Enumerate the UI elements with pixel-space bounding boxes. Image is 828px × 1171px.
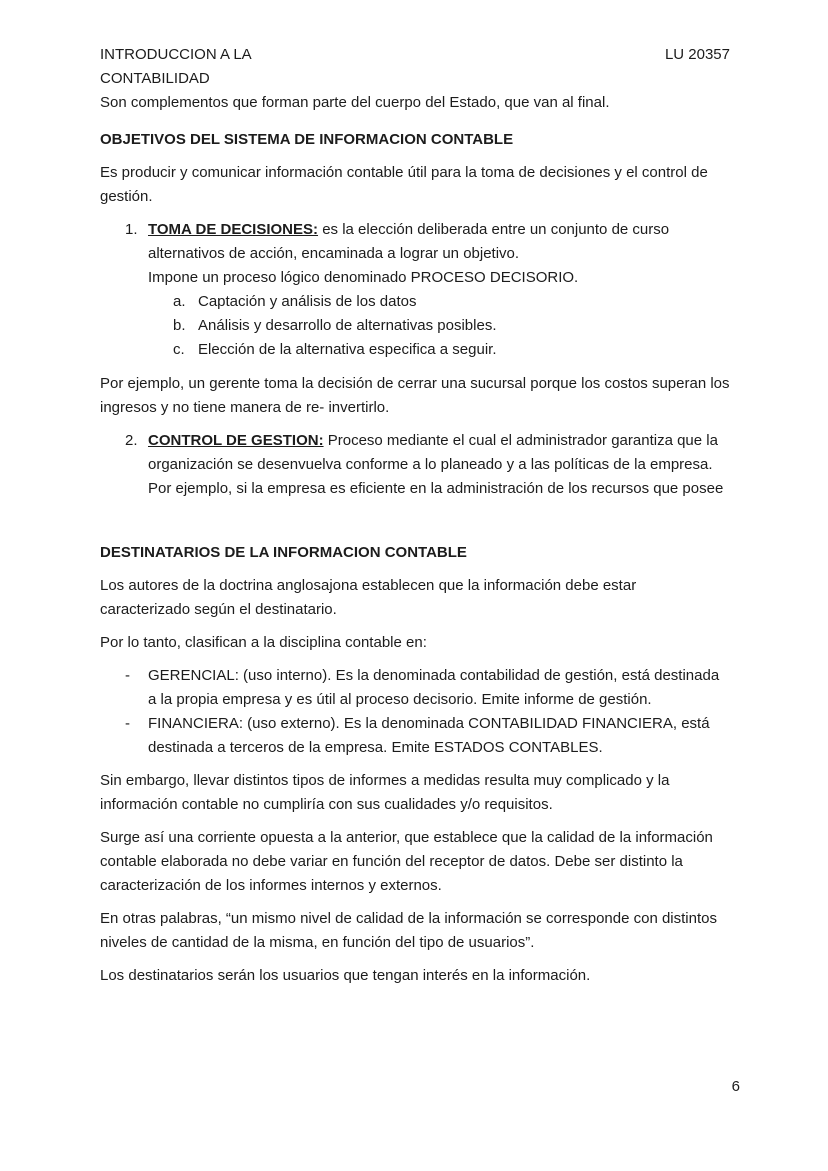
destinatarios-paragraph-3: Sin embargo, llevar distintos tipos de informes a medidas resulta muy complicado y la información contable no cumpliría con sus cualidades y/o requisitos. [100, 772, 670, 813]
dash-list-item-gerencial [125, 664, 730, 712]
section-heading-objetivos: OBJETIVOS DEL SISTEMA DE INFORMACION CONTABLE [100, 131, 514, 148]
list-item-number: 2. [125, 432, 138, 449]
example-paragraph-toma-de-decisiones: Por ejemplo, un gerente toma la decisión de cerrar una sucursal porque los costos superan los ingresos y no tiene manera de re- invertirlo. [100, 375, 730, 416]
sub-item-letter: c. [173, 341, 185, 358]
destinatarios-paragraph-1: Los autores de la doctrina anglosajona establecen que la información debe estar caracterizado según el destinatario. [100, 577, 637, 618]
sub-item-text: Elección de la alternativa especifica a seguir. [198, 341, 497, 358]
sub-list-item [173, 314, 730, 338]
list-item-text [148, 429, 730, 477]
destinatarios-paragraph-6: Los destinatarios serán los usuarios que tengan interés en la información. [100, 967, 591, 984]
destinatarios-paragraph-5: En otras palabras, “un mismo nivel de calidad de la información se corresponde con distintos niveles de cantidad de la misma, en función del tipo de usuarios”. [100, 910, 717, 951]
section-heading-destinatarios: DESTINATARIOS DE LA INFORMACION CONTABLE [100, 544, 467, 561]
list-item-text [148, 218, 730, 266]
sub-item-letter: b. [173, 317, 186, 334]
sub-list-item [173, 290, 730, 314]
lettered-sub-list [148, 290, 730, 362]
list-item-term: TOMA DE DECISIONES: [148, 221, 319, 238]
dash-item-text: FINANCIERA: (uso externo). Es la denominada CONTABILIDAD FINANCIERA, está destinada a terceros de la empresa. Emite ESTADOS CONTABLES. [148, 715, 710, 756]
list-item-term: CONTROL DE GESTION: [148, 432, 324, 449]
list-item-definition: es la elección deliberada entre un conjunto de curso alternativos de acción, encaminada a lograr un objetivo. [148, 221, 670, 262]
list-item-control-de-gestion [125, 429, 730, 501]
intro-note: Son complementos que forman parte del cuerpo del Estado, que van al final. [100, 94, 610, 111]
sub-list-item [173, 338, 730, 362]
destinatarios-paragraph-2: Por lo tanto, clasifican a la disciplina contable en: [100, 634, 427, 651]
page-number: 6 [731, 1078, 740, 1095]
list-item-toma-de-decisiones [125, 218, 730, 362]
classification-dash-list [100, 664, 730, 760]
list-item-number: 1. [125, 221, 138, 238]
sub-item-text: Análisis y desarrollo de alternativas posibles. [198, 317, 497, 334]
dash-marker: - [125, 667, 130, 684]
document-header [100, 43, 730, 91]
sub-item-text: Captación y análisis de los datos [198, 293, 417, 310]
list-item-line2: Impone un proceso lógico denominado PROCESO DECISORIO. [148, 269, 579, 286]
sub-item-letter: a. [173, 293, 186, 310]
objetivos-lead-paragraph: Es producir y comunicar información contable útil para la toma de decisiones y el control de gestión. [100, 164, 708, 205]
dash-list-item-financiera [125, 712, 730, 760]
list-item-body [148, 429, 730, 501]
course-code: LU 20357 [664, 46, 730, 63]
list-item-definition: Proceso mediante el cual el administrador garantiza que la organización se desenvuelva conforme a lo planeado y a las políticas de la empresa. [148, 432, 718, 473]
list-item-body [148, 218, 730, 362]
destinatarios-paragraph-4: Surge así una corriente opuesta a la anterior, que establece que la calidad de la información contable elaborada no debe variar en función del receptor de datos. Debe ser distinto la caracterización de los informes internos y externos. [100, 829, 713, 894]
objetivos-numbered-list [100, 218, 730, 501]
list-item-line2: Por ejemplo, si la empresa es eficiente en la administración de los recursos que posee [148, 480, 724, 497]
course-title: INTRODUCCION A LA CONTABILIDAD [100, 46, 251, 87]
dash-marker: - [125, 715, 130, 732]
dash-item-text: GERENCIAL: (uso interno). Es la denominada contabilidad de gestión, está destinada a la propia empresa y es útil al proceso decisorio. Emite informe de gestión. [148, 667, 720, 708]
